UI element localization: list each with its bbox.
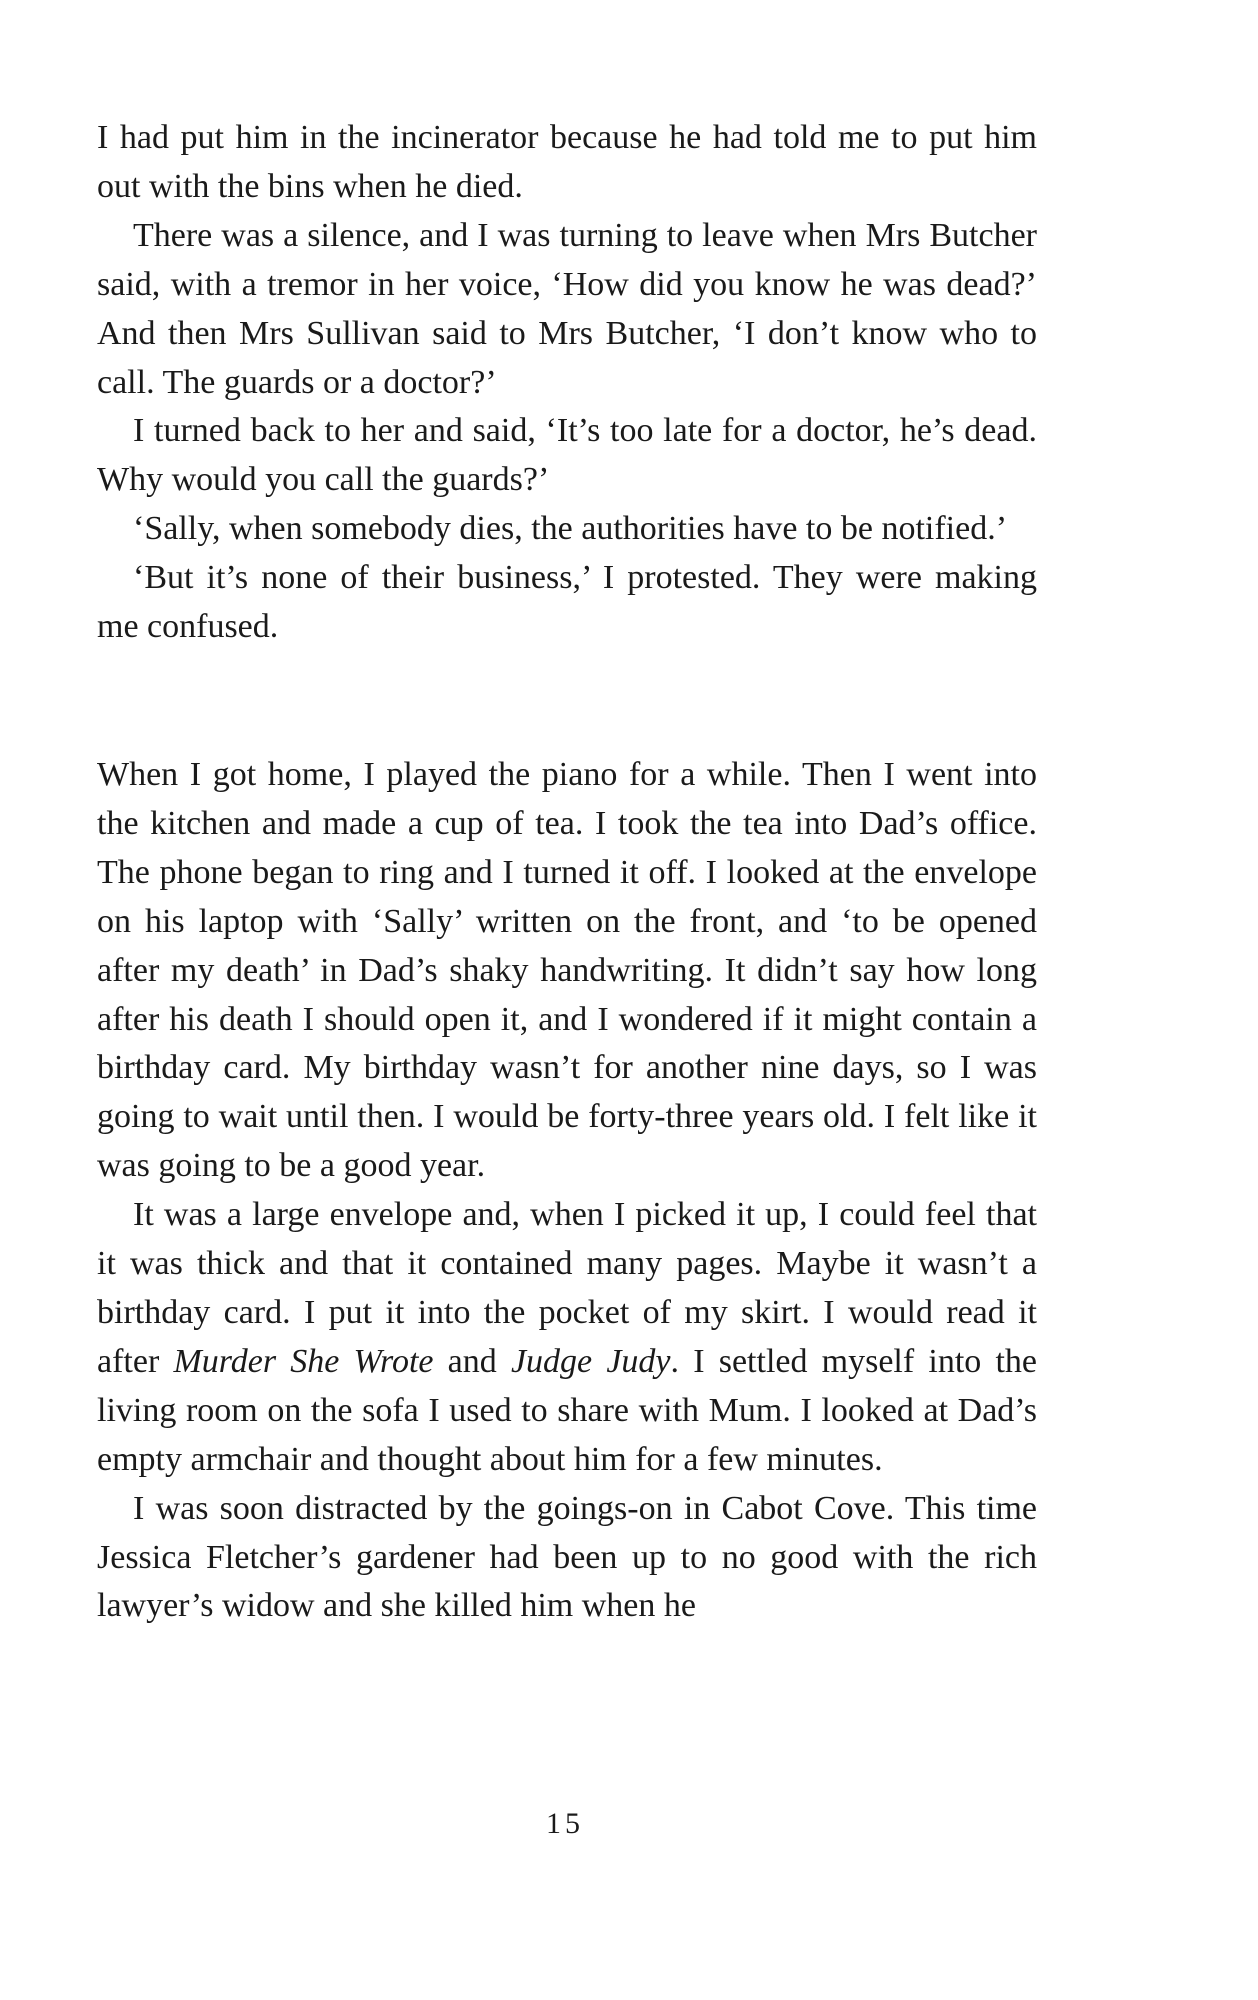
paragraph: When I got home, I played the piano for a while. Then I went into the kitchen and made a cup of tea. I took the tea into Dad’s office. The phone began to ring and I turned it off. I looked at the envelope on his laptop with ‘Sally’ written on the front, and ‘to be opened after my death’ in Dad’s shaky handwriting. It didn’t say how long after his death I should open it, and I wondered if it might contain a birthday card. My birthday wasn’t for another nine days, so I was going to wait until then. I would be forty-three years old. I felt like it was going to be a good year. <box>97 756 1037 1185</box>
paragraph: I was soon distracted by the goings-on in Cabot Cove. This time Jessica Fletcher’s gardener had been up to no good with the rich lawyer’s widow and she killed him when he <box>97 1489 1037 1625</box>
paragraph: ‘Sally, when somebody dies, the authorities have to be notified.’ <box>133 510 1008 548</box>
text-run: . I settled myself into the living room on the sofa I used to share with Mum. I looked at Dad’s empty armchair and thought about him for a few minutes. <box>97 1342 1037 1478</box>
page-number: 15 <box>546 1807 584 1840</box>
tv-show-title: Murder She Wrote <box>173 1342 434 1380</box>
paragraph <box>97 1191 1037 1484</box>
tv-show-title: Judge Judy <box>510 1342 671 1380</box>
text-run: and <box>433 1342 511 1380</box>
text-run: It was a large envelope and, when I picked it up, I could feel that it was thick and that it contained many pages. Maybe it wasn’t a birthday card. I put it into the pocket of my skirt. I would read it after <box>97 1196 1037 1380</box>
text-section-2 <box>97 751 1037 1631</box>
paragraph: I turned back to her and said, ‘It’s too late for a doctor, he’s dead. Why would you call the guards?’ <box>97 412 1037 499</box>
paragraph: There was a silence, and I was turning to leave when Mrs Butcher said, with a tremor in her voice, ‘How did you know he was dead?’ And then Mrs Sullivan said to Mrs Butcher, ‘I don’t know who to call. The guards or a doctor?’ <box>97 216 1037 401</box>
paragraph: ‘But it’s none of their business,’ I protested. They were making me confused. <box>97 559 1037 646</box>
paragraph: I had put him in the incinerator because he had told me to put him out with the bins when he died. <box>97 119 1037 205</box>
text-section-1 <box>97 114 1037 652</box>
